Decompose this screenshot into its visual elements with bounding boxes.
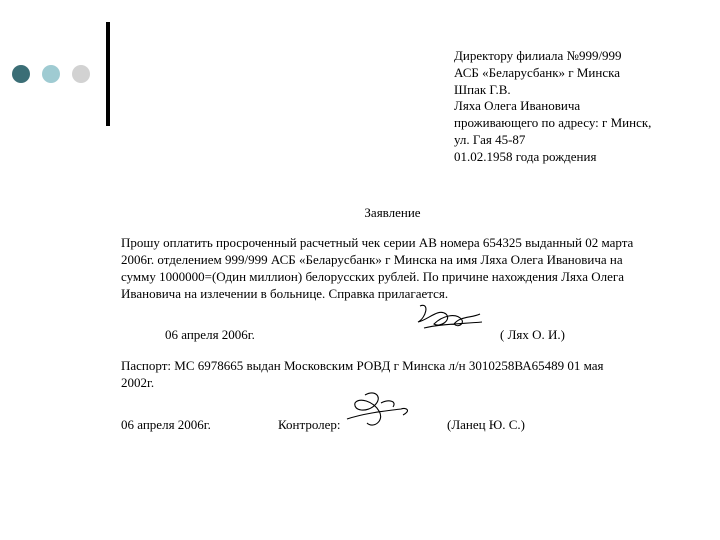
addressee-block xyxy=(454,48,716,166)
addressee-line: проживающего по адресу: г Минск, xyxy=(454,115,652,131)
passport-info xyxy=(121,357,666,391)
applicant-date: 06 апреля 2006г. xyxy=(165,327,255,342)
decorative-dot-gray xyxy=(72,65,90,83)
decorative-dot-light xyxy=(42,65,60,83)
addressee-line: Директору филиала №999/999 xyxy=(454,48,622,63)
document-title: Заявление xyxy=(364,205,421,220)
passport-line: 2002г. xyxy=(121,375,155,390)
statement-body xyxy=(121,234,666,302)
addressee-line: 01.02.1958 года рождения xyxy=(454,148,597,164)
addressee-line: ул. Гая 45-87 xyxy=(454,131,526,147)
addressee-line: Шпак Г.В. xyxy=(454,81,511,97)
statement-line: Ивановича на излечении в больнице. Справка прилагается. xyxy=(121,286,449,301)
addressee-line: АСБ «Беларусбанк» г Минска xyxy=(454,64,620,80)
decorative-dot-dark xyxy=(12,65,30,83)
statement-line: 2006г. отделением 999/999 АСБ «Беларусбанк» г Минска на имя Ляха Олега Ивановича на xyxy=(121,252,623,267)
decorative-vertical-bar xyxy=(106,22,110,126)
passport-line: Паспорт: МС 6978665 выдан Московским РОВД г Минска л/н 3010258ВА65489 01 мая xyxy=(121,358,604,373)
statement-line: сумму 1000000=(Один миллион) белорусских рублей. По причине нахождения Ляха Олега xyxy=(121,269,625,284)
controller-signature xyxy=(345,389,417,431)
applicant-name: ( Лях О. И.) xyxy=(500,327,565,342)
controller-label: Контролер: xyxy=(278,417,341,432)
addressee-line: Ляха Олега Ивановича xyxy=(454,98,581,114)
statement-line: Прошу оплатить просроченный расчетный чек серии АВ номера 654325 выданный 02 марта xyxy=(121,235,634,250)
applicant-signature xyxy=(416,302,484,332)
controller-date: 06 апреля 2006г. xyxy=(121,417,211,432)
controller-name: (Ланец Ю. С.) xyxy=(447,417,525,432)
